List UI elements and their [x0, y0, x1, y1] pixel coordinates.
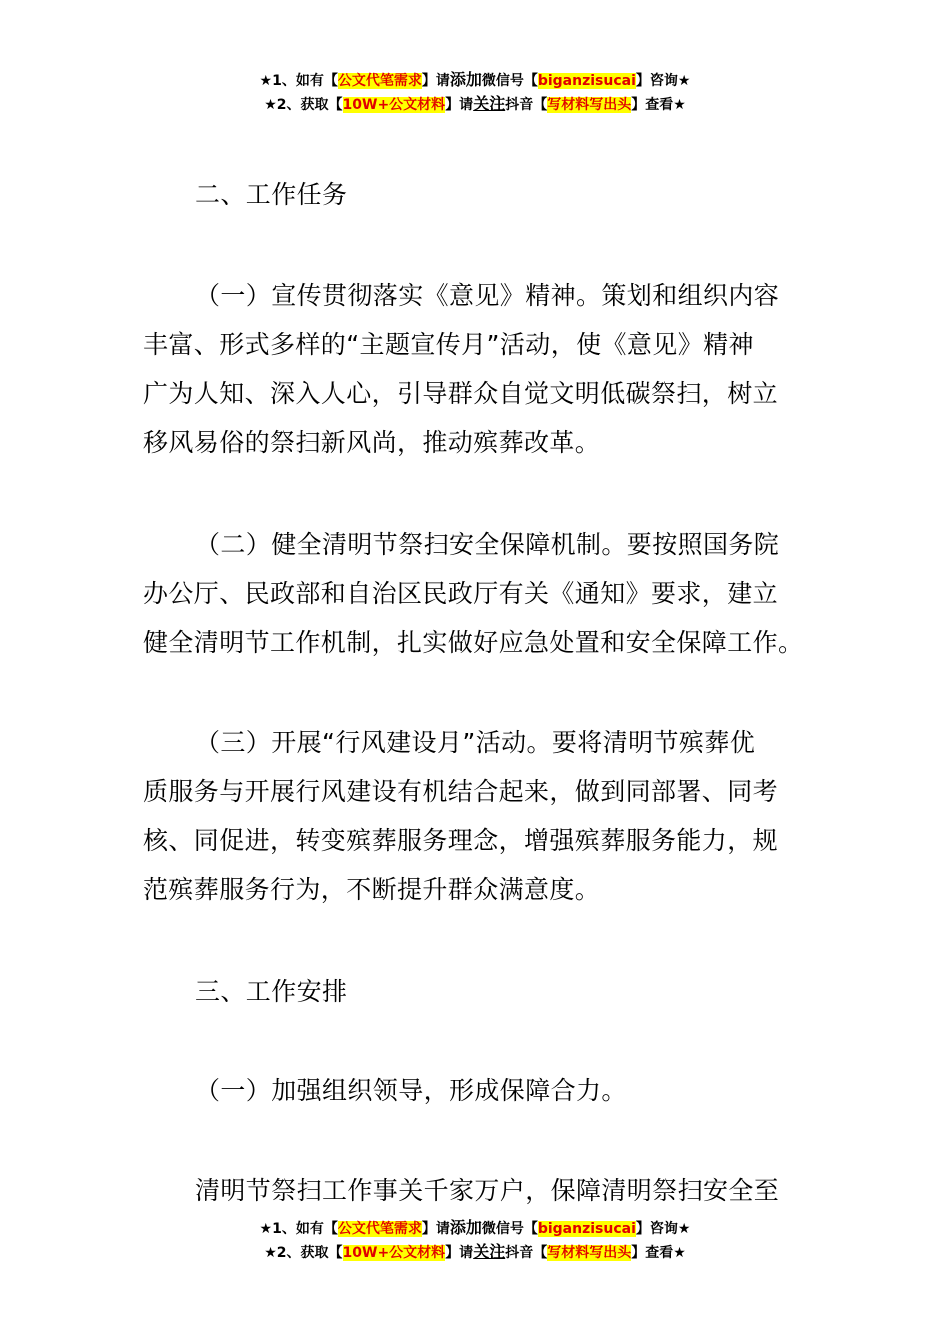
banner-highlight: biganzisucai [537, 1221, 636, 1237]
banner-line-2: ★2、获取【10W+公文材料】请关注抖音【写材料写出头】查看★ [264, 1242, 686, 1261]
banner-highlight: biganzisucai [537, 73, 636, 89]
banner-highlight: 写材料写出头 [547, 1245, 632, 1261]
star-icon: ★ [677, 1221, 691, 1237]
paragraph: 清明节祭扫工作事关千家万户，保障清明祭扫安全至 [195, 1176, 780, 1205]
paragraph: （三）开展“行风建设月”活动。要将清明节殡葬优 质服务与开展行风建设有机结合起来，做到同部署、同考 核、同促进，转变殡葬服务理念，增强殡葬服务能力，规 范殡葬服务行为，不断提升群众满意度。 [143, 728, 779, 904]
paragraph: （二）健全清明节祭扫安全保障机制。要按照国务院 办公厅、民政部和自治区民政厅有关《通知》要求，建立 健全清明节工作机制，扎实做好应急处置和安全保障工作。 [143, 530, 804, 657]
star-icon: ★ [673, 1245, 686, 1261]
banner-line-1: ★1、如有【公文代笔需求】请添加微信号【biganzisucai】咨询★ [259, 70, 691, 89]
star-icon: ★ [673, 97, 686, 113]
paragraph: （一）宣传贯彻落实《意见》精神。策划和组织内容 丰富、形式多样的“主题宣传月”活动，使《意见》精神 广为人知、深入人心，引导群众自觉文明低碳祭扫，树立 移风易俗的祭扫新风尚，推动殡葬改革。 [143, 281, 780, 457]
header-banner [0, 68, 950, 116]
banner-highlight: 10W+公文材料 [342, 97, 446, 113]
banner-highlight: 公文代笔需求 [337, 73, 422, 89]
banner-line-2: ★2、获取【10W+公文材料】请关注抖音【写材料写出头】查看★ [264, 94, 686, 113]
star-icon: ★ [264, 1245, 277, 1261]
star-icon: ★ [259, 1221, 273, 1237]
section-heading: 三、工作安排 [195, 977, 348, 1006]
subsection-heading: （一）加强组织领导，形成保障合力。 [195, 1076, 627, 1105]
footer-banner [0, 1216, 950, 1264]
star-icon: ★ [264, 97, 277, 113]
banner-highlight: 公文代笔需求 [337, 1221, 422, 1237]
banner-line-1: ★1、如有【公文代笔需求】请添加微信号【biganzisucai】咨询★ [259, 1218, 691, 1237]
star-icon: ★ [259, 73, 273, 89]
banner-highlight: 写材料写出头 [547, 97, 632, 113]
star-icon: ★ [677, 73, 691, 89]
banner-highlight: 10W+公文材料 [342, 1245, 446, 1261]
section-heading: 二、工作任务 [195, 180, 348, 209]
